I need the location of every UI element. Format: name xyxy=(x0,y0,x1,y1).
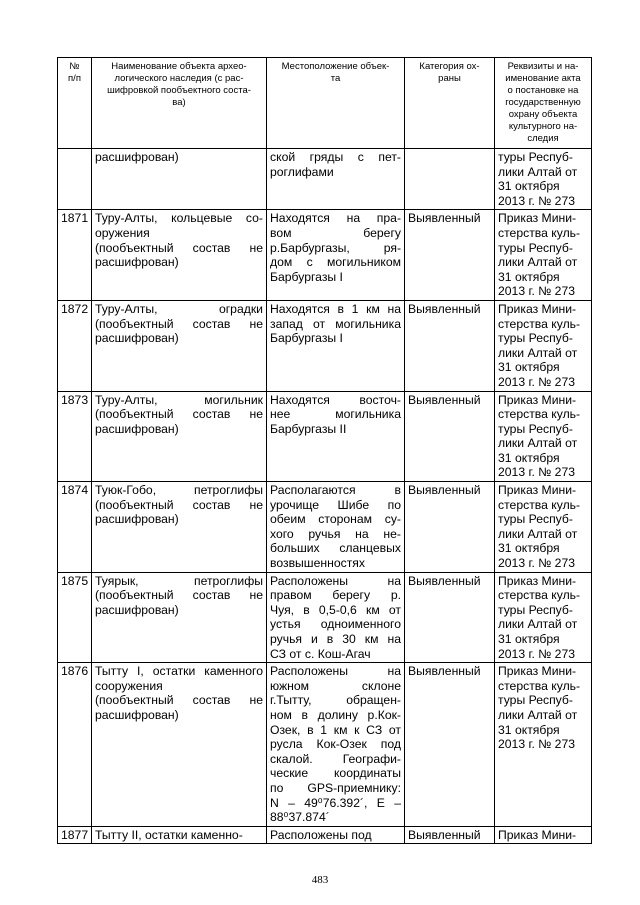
location-cell xyxy=(267,482,405,573)
act-details-cell xyxy=(495,663,592,827)
text-line: Барбургазы I xyxy=(270,331,343,346)
header-number xyxy=(58,58,92,149)
text-line: Приказ Мини- xyxy=(498,483,577,498)
object-name-cell xyxy=(92,826,267,844)
text-line: расшифрован) xyxy=(95,150,179,164)
header-object-name xyxy=(92,58,267,149)
location-cell xyxy=(267,391,405,482)
text-line: логического наследия (с рас- xyxy=(114,73,244,84)
object-name-cell xyxy=(92,210,267,301)
text-line: урочище Шибе по xyxy=(270,497,401,512)
location-cell xyxy=(267,149,405,210)
row-number: 1877 xyxy=(58,826,92,844)
text-line: Приказ Мини- xyxy=(498,211,577,226)
text-line: расшифрован) xyxy=(95,512,179,527)
protection-category-cell: Выявленный xyxy=(405,300,495,391)
text-line: возвышенностях xyxy=(270,556,365,571)
text-line: вом берегу xyxy=(270,225,401,240)
text-line: (пообъектный состав не xyxy=(95,316,263,331)
text-line: 31 октября xyxy=(498,632,560,646)
text-line: ном в долину р.Кок- xyxy=(270,707,401,722)
table-row xyxy=(58,149,592,210)
text-line: Находятся восточ- xyxy=(270,392,401,407)
text-line: 2013 г. № 273 xyxy=(498,737,576,752)
row-number: 1872 xyxy=(58,300,92,391)
text-line: Туюк-Гобо, петроглифы xyxy=(95,483,263,498)
text-line: 2013 г. № 273 xyxy=(498,646,576,661)
table-row xyxy=(58,300,592,391)
text-line: больших сланцевых xyxy=(270,541,401,556)
act-details-cell xyxy=(495,300,592,391)
text-line: запад от могильника xyxy=(270,316,401,331)
text-line: N – 49⁰76.392´, E – xyxy=(270,795,401,810)
table-row xyxy=(58,826,592,844)
text-line: Расположены под xyxy=(270,827,372,842)
text-line: Туярык, петроглифы xyxy=(95,573,263,588)
text-line: стерства куль- xyxy=(498,407,581,422)
protection-category-cell: Выявленный xyxy=(405,826,495,844)
protection-category-cell: Выявленный xyxy=(405,482,495,573)
text-line: расшифрован) xyxy=(95,421,179,436)
text-line: расшифрован) xyxy=(95,255,179,270)
text-line: Приказ Мини- xyxy=(498,664,577,679)
text-line: раны xyxy=(438,73,461,84)
text-line: (пообъектный состав не xyxy=(95,497,263,512)
text-line: правом берегу р. xyxy=(270,588,401,603)
page-number: 483 xyxy=(311,874,329,886)
text-line: Барбургазы II xyxy=(270,421,347,436)
object-name-cell xyxy=(92,300,267,391)
text-line: Приказ Мини- xyxy=(498,301,577,316)
table-row xyxy=(58,572,592,663)
text-line: туры Респуб- xyxy=(498,150,573,164)
text-line: лики Алтай от xyxy=(498,526,578,541)
object-name-cell xyxy=(92,391,267,482)
text-line: стерства куль- xyxy=(498,316,581,331)
text-line: г.Тытту, обращен- xyxy=(270,693,401,708)
object-name-cell xyxy=(92,482,267,573)
text-line: охрану объекта xyxy=(508,109,578,120)
protection-category-cell: Выявленный xyxy=(405,391,495,482)
text-line: Туру-Алты, могильник xyxy=(95,392,263,407)
text-line: роглифами xyxy=(270,164,334,179)
text-line: ручья и в 30 км на xyxy=(270,632,401,646)
text-line: (пообъектный состав не xyxy=(95,407,263,422)
text-line: (пообъектный состав не xyxy=(95,588,263,603)
text-line: по GPS-приемнику: xyxy=(270,780,401,795)
text-line: Приказ Мини- xyxy=(498,392,577,407)
location-cell xyxy=(267,663,405,827)
text-line: шифровкой пообъектного соста- xyxy=(107,85,251,96)
location-cell xyxy=(267,572,405,663)
text-line: туры Респуб- xyxy=(498,602,573,617)
table-row xyxy=(58,391,592,482)
text-line: хого ручья на не- xyxy=(270,526,401,541)
text-line: лики Алтай от xyxy=(498,164,578,179)
text-line: расшифрован) xyxy=(95,331,179,346)
text-line: 2013 г. № 273 xyxy=(498,193,576,208)
text-line: обеим сторонам су- xyxy=(270,512,401,527)
text-line: 31 октября xyxy=(498,450,560,465)
text-line: стерства куль- xyxy=(498,678,581,693)
row-number xyxy=(58,149,92,210)
act-details-cell xyxy=(495,482,592,573)
text-line: Расположены на xyxy=(270,664,401,679)
row-number: 1875 xyxy=(58,572,92,663)
protection-category-cell: Выявленный xyxy=(405,572,495,663)
act-details-cell xyxy=(495,149,592,210)
text-line: туры Респуб- xyxy=(498,512,573,527)
text-line: Барбургазы I xyxy=(270,269,343,284)
text-line: стерства куль- xyxy=(498,225,581,240)
text-line: Находятся на пра- xyxy=(270,211,401,226)
row-number: 1873 xyxy=(58,391,92,482)
text-line: Тытту I, остатки каменного xyxy=(95,664,263,679)
text-line: Озек, в 1 км к СЗ от xyxy=(270,722,401,737)
text-line: туры Респуб- xyxy=(498,331,573,346)
text-line: ской гряды с пет- xyxy=(270,150,401,164)
text-line: 31 октября xyxy=(498,722,560,737)
text-line: (пообъектный состав не xyxy=(95,240,263,255)
text-line: Располагаются в xyxy=(270,483,401,498)
text-line: нее могильника xyxy=(270,407,401,422)
text-line: № xyxy=(69,61,80,72)
text-line: Приказ Мини- xyxy=(498,827,577,842)
table-header-row xyxy=(58,58,592,149)
text-line: расшифрован) xyxy=(95,602,179,617)
object-name-cell xyxy=(92,149,267,210)
header-protection-category xyxy=(405,58,495,149)
text-line: ческие координаты xyxy=(270,766,401,781)
location-cell xyxy=(267,300,405,391)
text-line: 2013 г. № 273 xyxy=(498,284,576,299)
text-line: Находятся в 1 км на xyxy=(270,301,401,316)
text-line: культурного на- xyxy=(508,121,578,132)
table-row xyxy=(58,210,592,301)
text-line: лики Алтай от xyxy=(498,617,578,632)
location-cell xyxy=(267,210,405,301)
text-line: 2013 г. № 273 xyxy=(498,374,576,389)
text-line: туры Респуб- xyxy=(498,240,573,255)
act-details-cell xyxy=(495,210,592,301)
text-line: туры Респуб- xyxy=(498,693,573,708)
text-line: р.Барбургазы, ря- xyxy=(270,240,401,255)
text-line: Приказ Мини- xyxy=(498,573,577,588)
text-line: о постановке на xyxy=(507,85,579,96)
text-line: именование акта xyxy=(505,73,581,84)
text-line: следия xyxy=(527,133,559,144)
text-line: Туру-Алты, оградки xyxy=(95,301,263,316)
text-line: Реквизиты и на- xyxy=(507,61,579,72)
text-line: ва) xyxy=(172,97,186,108)
text-line: СЗ от с. Кош-Агач xyxy=(270,646,371,661)
protection-category-cell: Выявленный xyxy=(405,210,495,301)
text-line: дом с могильником xyxy=(270,255,401,270)
text-line: Чуя, в 0,5-0,6 км от xyxy=(270,602,401,617)
text-line: Туру-Алты, кольцевые со- xyxy=(95,211,263,226)
row-number: 1874 xyxy=(58,482,92,573)
text-line: Наименование объекта архео- xyxy=(111,61,247,72)
text-line: скалой. Географи- xyxy=(270,751,401,766)
act-details-cell xyxy=(495,826,592,844)
text-line: 31 октября xyxy=(498,179,560,194)
text-line: Тытту II, остатки каменно- xyxy=(95,827,243,842)
text-line: 88⁰37.874´ xyxy=(270,810,330,825)
object-name-cell xyxy=(92,572,267,663)
text-line: стерства куль- xyxy=(498,497,581,512)
text-line: стерства куль- xyxy=(498,588,581,603)
text-line: Категория ох- xyxy=(419,61,480,72)
protection-category-cell: Выявленный xyxy=(405,663,495,827)
text-line: 31 октября xyxy=(498,269,560,284)
text-line: русла Кок-Озек под xyxy=(270,737,401,752)
text-line: 31 октября xyxy=(498,541,560,556)
location-cell xyxy=(267,826,405,844)
text-line: устья одноименного xyxy=(270,617,401,632)
text-line: 31 октября xyxy=(498,360,560,375)
text-line: 2013 г. № 273 xyxy=(498,465,576,480)
text-line: та xyxy=(330,73,341,84)
text-line: лики Алтай от xyxy=(498,255,578,270)
protection-category-cell xyxy=(405,149,495,210)
act-details-cell xyxy=(495,572,592,663)
text-line: государственную xyxy=(505,97,581,108)
text-line: лики Алтай от xyxy=(498,345,578,360)
table-row xyxy=(58,663,592,827)
object-name-cell xyxy=(92,663,267,827)
text-line: оружения xyxy=(95,225,150,240)
row-number: 1871 xyxy=(58,210,92,301)
row-number: 1876 xyxy=(58,663,92,827)
text-line: 2013 г. № 273 xyxy=(498,556,576,571)
table-row xyxy=(58,482,592,573)
text-line: южном склоне xyxy=(270,678,401,693)
text-line: Расположены на xyxy=(270,573,401,588)
text-line: расшифрован) xyxy=(95,707,179,722)
text-line: лики Алтай от xyxy=(498,707,578,722)
heritage-register-table xyxy=(57,57,592,844)
act-details-cell xyxy=(495,391,592,482)
text-line: Местоположение объек- xyxy=(281,61,390,72)
text-line: лики Алтай от xyxy=(498,436,578,451)
text-line: туры Респуб- xyxy=(498,421,573,436)
text-line: п/п xyxy=(68,73,81,84)
text-line: сооружения xyxy=(95,678,163,693)
header-location xyxy=(267,58,405,149)
header-act-details xyxy=(495,58,592,149)
text-line: (пообъектный состав не xyxy=(95,693,263,708)
